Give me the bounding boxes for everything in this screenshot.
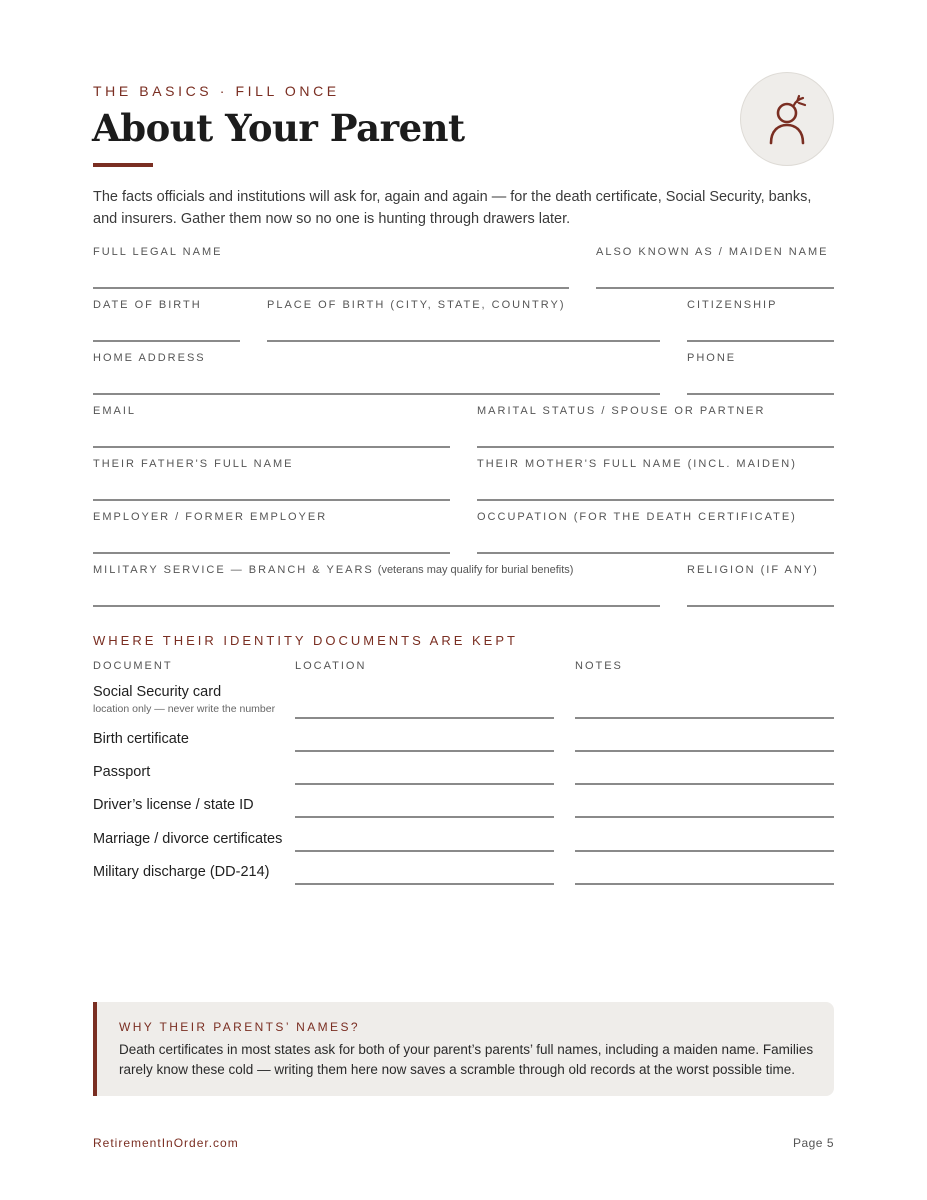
callout-body: Death certificates in most states ask for both of your parent’s parents’ full names, including a maiden name. Families rarely know these cold — writing them here now saves a scramble through old records at the worst possible time.: [119, 1042, 814, 1077]
father-label: THEIR FATHER'S FULL NAME: [93, 458, 294, 470]
home-address-label: HOME ADDRESS: [93, 352, 206, 364]
doc-location-field[interactable]: [295, 816, 554, 818]
doc-location-field[interactable]: [295, 783, 554, 785]
doc-location-field[interactable]: [295, 750, 554, 752]
aka-maiden-field[interactable]: [596, 287, 834, 289]
religion-field[interactable]: [687, 605, 834, 607]
doc-passport: Passport: [93, 764, 151, 780]
doc-birth-certificate: Birth certificate: [93, 731, 189, 747]
religion-label: RELIGION (IF ANY): [687, 564, 819, 576]
doc-location-field[interactable]: [295, 850, 554, 852]
page-number: Page 5: [792, 1136, 834, 1150]
military-label: [93, 564, 573, 576]
doc-marriage-divorce: Marriage / divorce certificates: [93, 831, 283, 847]
title-underline: [93, 163, 153, 167]
doc-social-security: Social Security card: [93, 684, 222, 700]
documents-heading: WHERE THEIR IDENTITY DOCUMENTS ARE KEPT: [93, 633, 518, 648]
col-notes-header: NOTES: [575, 660, 623, 672]
full-legal-name-field[interactable]: [93, 287, 569, 289]
doc-location-field[interactable]: [295, 883, 554, 885]
pob-label: PLACE OF BIRTH (CITY, STATE, COUNTRY): [267, 299, 566, 311]
doc-notes-field[interactable]: [575, 850, 834, 852]
email-label: EMAIL: [93, 405, 137, 417]
mother-field[interactable]: [477, 499, 834, 501]
phone-field[interactable]: [687, 393, 834, 395]
doc-notes-field[interactable]: [575, 717, 834, 719]
intro-paragraph: The facts officials and institutions will ask for, again and again — for the death certificate, Social Security, banks, and insurers. Gather them now so no one is hunting through drawers later.: [93, 189, 812, 227]
footer-site: RetirementInOrder.com: [93, 1136, 239, 1150]
citizenship-field[interactable]: [687, 340, 834, 342]
employer-label: EMPLOYER / FORMER EMPLOYER: [93, 511, 328, 523]
occupation-label: OCCUPATION (FOR THE DEATH CERTIFICATE): [477, 511, 797, 523]
marital-label: MARITAL STATUS / SPOUSE OR PARTNER: [477, 405, 766, 417]
doc-drivers-license: Driver’s license / state ID: [93, 797, 254, 813]
father-field[interactable]: [93, 499, 450, 501]
marital-field[interactable]: [477, 446, 834, 448]
occupation-field[interactable]: [477, 552, 834, 554]
section-eyebrow: THE BASICS · FILL ONCE: [93, 83, 340, 99]
email-field[interactable]: [93, 446, 450, 448]
doc-military-discharge: Military discharge (DD-214): [93, 864, 270, 880]
mother-label: THEIR MOTHER'S FULL NAME (INCL. MAIDEN): [477, 458, 797, 470]
doc-social-security-sub: location only — never write the number: [93, 703, 276, 715]
doc-notes-field[interactable]: [575, 883, 834, 885]
callout-box: [93, 1002, 834, 1096]
dob-label: DATE OF BIRTH: [93, 299, 202, 311]
dob-field[interactable]: [93, 340, 240, 342]
page-title: About Your Parent: [92, 106, 465, 150]
doc-notes-field[interactable]: [575, 816, 834, 818]
military-note: (veterans may qualify for burial benefits): [377, 564, 574, 576]
person-sprout-icon: [740, 72, 834, 166]
doc-notes-field[interactable]: [575, 750, 834, 752]
callout-title: WHY THEIR PARENTS’ NAMES?: [119, 1020, 360, 1034]
citizenship-label: CITIZENSHIP: [687, 299, 778, 311]
pob-field[interactable]: [267, 340, 660, 342]
employer-field[interactable]: [93, 552, 450, 554]
doc-location-field[interactable]: [295, 717, 554, 719]
col-document-header: DOCUMENT: [93, 660, 173, 672]
military-label-text: MILITARY SERVICE — BRANCH & YEARS: [93, 564, 374, 576]
aka-maiden-label: ALSO KNOWN AS / MAIDEN NAME: [596, 246, 829, 258]
military-field[interactable]: [93, 605, 660, 607]
doc-notes-field[interactable]: [575, 783, 834, 785]
full-legal-name-label: FULL LEGAL NAME: [93, 246, 223, 258]
home-address-field[interactable]: [93, 393, 660, 395]
phone-label: PHONE: [687, 352, 737, 364]
col-location-header: LOCATION: [295, 660, 367, 672]
